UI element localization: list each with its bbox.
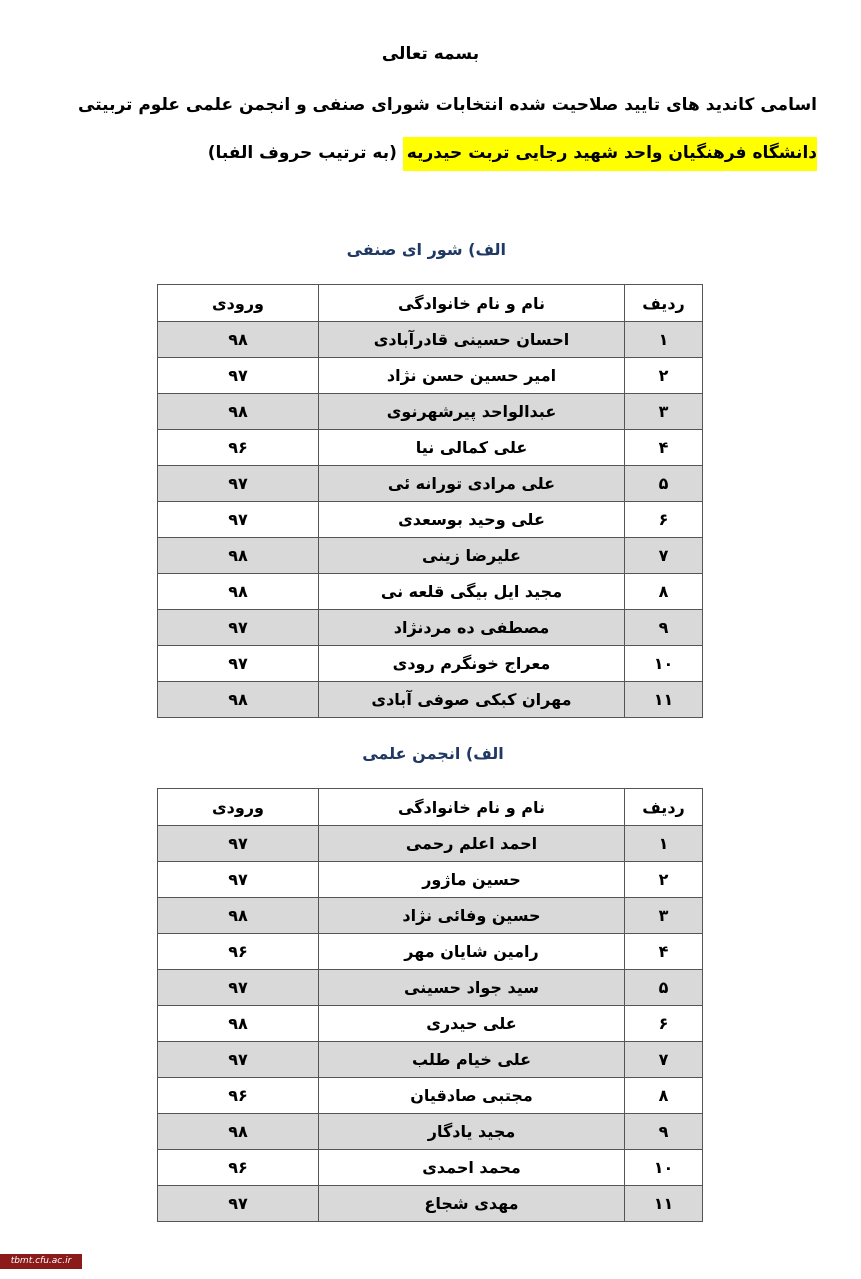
row-index-cell: ۵: [625, 970, 703, 1006]
row-index-cell: ۱۱: [625, 682, 703, 718]
entry-year-cell: ۹۸: [158, 1114, 319, 1150]
entry-year-cell: ۹۷: [158, 466, 319, 502]
row-index-cell: ۲: [625, 862, 703, 898]
table-row: [158, 502, 703, 538]
entry-year-cell: ۹۷: [158, 826, 319, 862]
document-title-line2: [208, 143, 817, 163]
section-title-scientific-association: الف) انجمن علمی: [362, 744, 504, 763]
table-row: [158, 1114, 703, 1150]
candidate-name-cell: حسین وفائی نژاد: [319, 898, 625, 934]
candidate-name-cell: حسین ماژور: [319, 862, 625, 898]
table-row: [158, 1006, 703, 1042]
row-index-cell: ۶: [625, 502, 703, 538]
entry-year-cell: ۹۶: [158, 934, 319, 970]
row-index-cell: ۹: [625, 610, 703, 646]
entry-year-cell: ۹۷: [158, 862, 319, 898]
candidate-name-cell: علی حیدری: [319, 1006, 625, 1042]
basmala-heading: بسمه تعالی: [381, 44, 480, 64]
table-row: [158, 934, 703, 970]
row-index-cell: ۴: [625, 430, 703, 466]
table-row: [158, 358, 703, 394]
row-index-cell: ۸: [625, 574, 703, 610]
entry-year-cell: ۹۶: [158, 1078, 319, 1114]
table-row: [158, 574, 703, 610]
candidate-name-cell: محمد احمدی: [319, 1150, 625, 1186]
header-entry-year: ورودی: [158, 285, 319, 322]
entry-year-cell: ۹۸: [158, 538, 319, 574]
candidate-name-cell: احمد اعلم رحمی: [319, 826, 625, 862]
table-row: [158, 466, 703, 502]
candidate-name-cell: علی خیام طلب: [319, 1042, 625, 1078]
table-row: [158, 646, 703, 682]
entry-year-cell: ۹۸: [158, 1006, 319, 1042]
row-index-cell: ۶: [625, 1006, 703, 1042]
candidate-name-cell: مهدی شجاع: [319, 1186, 625, 1222]
entry-year-cell: ۹۸: [158, 322, 319, 358]
site-url-badge: tbmt.cfu.ac.ir: [0, 1254, 82, 1269]
entry-year-cell: ۹۸: [158, 682, 319, 718]
entry-year-cell: ۹۶: [158, 1150, 319, 1186]
entry-year-cell: ۹۷: [158, 502, 319, 538]
scientific-association-table: [157, 788, 703, 1222]
row-index-cell: ۲: [625, 358, 703, 394]
row-index-cell: ۱۰: [625, 646, 703, 682]
table-row: [158, 1150, 703, 1186]
row-index-cell: ۳: [625, 394, 703, 430]
row-index-cell: ۹: [625, 1114, 703, 1150]
row-index-cell: ۵: [625, 466, 703, 502]
entry-year-cell: ۹۷: [158, 358, 319, 394]
table-header-row: [158, 789, 703, 826]
candidate-name-cell: احسان حسینی قادرآبادی: [319, 322, 625, 358]
table-row: [158, 322, 703, 358]
candidate-name-cell: علی مرادی تورانه ئی: [319, 466, 625, 502]
header-name: نام و نام خانوادگی: [319, 789, 625, 826]
candidate-name-cell: علی کمالی نیا: [319, 430, 625, 466]
candidate-name-cell: رامین شایان مهر: [319, 934, 625, 970]
candidate-name-cell: سید جواد حسینی: [319, 970, 625, 1006]
row-index-cell: ۴: [625, 934, 703, 970]
document-title-line1: اسامی کاندید های تایید صلاحیت شده انتخابات شورای صنفی و انجمن علمی علوم تربیتی: [78, 95, 817, 115]
entry-year-cell: ۹۷: [158, 970, 319, 1006]
entry-year-cell: ۹۸: [158, 574, 319, 610]
row-index-cell: ۷: [625, 1042, 703, 1078]
candidate-name-cell: مصطفی ده مردنژاد: [319, 610, 625, 646]
header-index: ردیف: [625, 285, 703, 322]
guild-council-table: [157, 284, 703, 718]
table-header-row: [158, 285, 703, 322]
candidate-name-cell: معراج خونگرم رودی: [319, 646, 625, 682]
table-row: [158, 538, 703, 574]
section-title-guild-council: الف) شور ای صنفی: [346, 240, 506, 259]
row-index-cell: ۳: [625, 898, 703, 934]
table-row: [158, 862, 703, 898]
header-name: نام و نام خانوادگی: [319, 285, 625, 322]
guild-council-rows: [158, 322, 703, 718]
table-row: [158, 610, 703, 646]
highlighted-university-name: دانشگاه فرهنگیان واحد شهید رجایی تربت حیدریه: [403, 137, 817, 171]
entry-year-cell: ۹۷: [158, 646, 319, 682]
entry-year-cell: ۹۸: [158, 394, 319, 430]
row-index-cell: ۱: [625, 322, 703, 358]
entry-year-cell: ۹۷: [158, 1186, 319, 1222]
candidate-name-cell: مهران کبکی صوفی آبادی: [319, 682, 625, 718]
row-index-cell: ۱: [625, 826, 703, 862]
table-row: [158, 1042, 703, 1078]
candidate-name-cell: عبدالواحد پیرشهرنوی: [319, 394, 625, 430]
candidate-name-cell: مجید یادگار: [319, 1114, 625, 1150]
row-index-cell: ۷: [625, 538, 703, 574]
table-row: [158, 430, 703, 466]
candidate-name-cell: مجید ایل بیگی قلعه نی: [319, 574, 625, 610]
entry-year-cell: ۹۸: [158, 898, 319, 934]
row-index-cell: ۱۰: [625, 1150, 703, 1186]
table-row: [158, 682, 703, 718]
candidate-name-cell: علی وحید بوسعدی: [319, 502, 625, 538]
row-index-cell: ۱۱: [625, 1186, 703, 1222]
entry-year-cell: ۹۷: [158, 1042, 319, 1078]
table-row: [158, 394, 703, 430]
candidate-name-cell: علیرضا زینی: [319, 538, 625, 574]
candidate-name-cell: امیر حسین حسن نژاد: [319, 358, 625, 394]
table-row: [158, 1078, 703, 1114]
row-index-cell: ۸: [625, 1078, 703, 1114]
header-index: ردیف: [625, 789, 703, 826]
table-row: [158, 898, 703, 934]
entry-year-cell: ۹۷: [158, 610, 319, 646]
entry-year-cell: ۹۶: [158, 430, 319, 466]
table-row: [158, 1186, 703, 1222]
header-entry-year: ورودی: [158, 789, 319, 826]
scientific-association-rows: [158, 826, 703, 1222]
alphabetical-order-note: (به ترتیب حروف الفبا): [207, 143, 403, 163]
candidate-name-cell: مجتبی صادقیان: [319, 1078, 625, 1114]
table-row: [158, 970, 703, 1006]
table-row: [158, 826, 703, 862]
